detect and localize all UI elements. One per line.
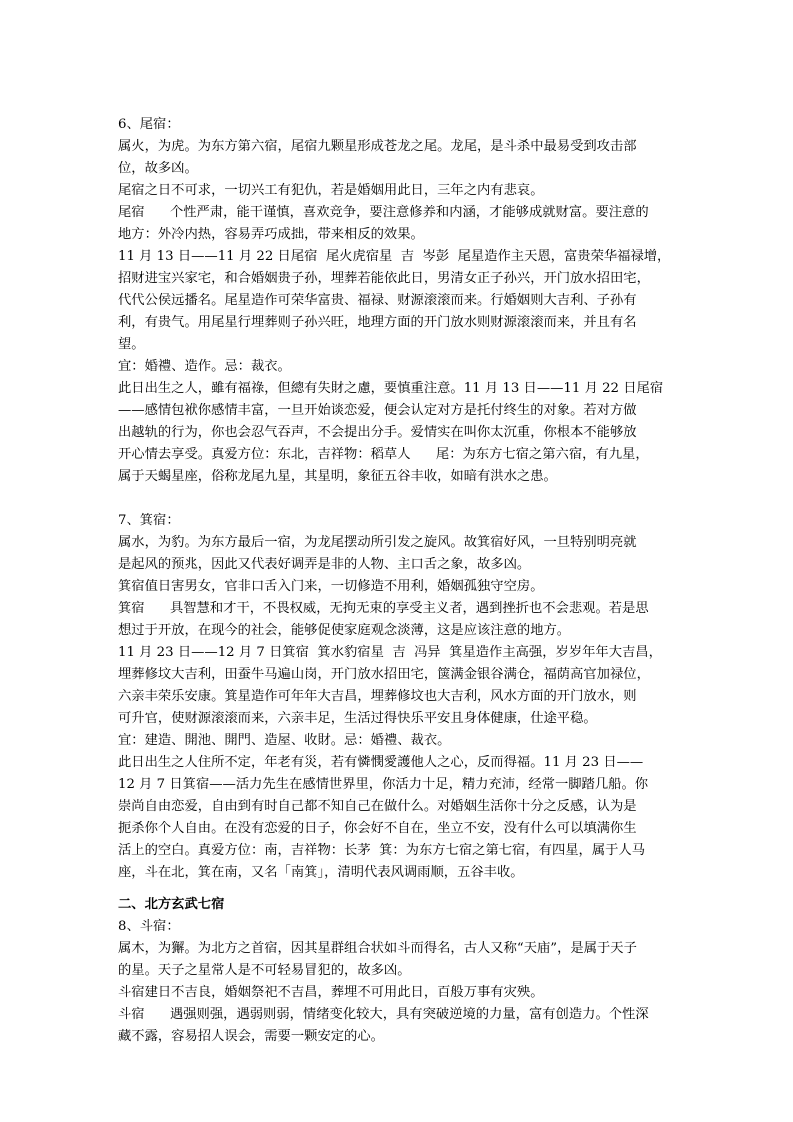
section-heading: 二、北方玄武七宿 bbox=[118, 897, 225, 912]
text-line: 崇尚自由恋爱，自由到有时自己都不知自己在做什么。对婚姻生活你十分之反感，认为是 bbox=[118, 799, 637, 814]
text-line: 箕宿值日害男女，官非口舌入门来，一切修造不用利，婚姻孤独守空房。 bbox=[118, 579, 544, 594]
document-page bbox=[118, 114, 678, 1048]
text-line: 箕宿 具智慧和才干，不畏权威，无拘无束的享受主义者，遇到挫折也不会悲观。若是思 bbox=[118, 601, 649, 616]
section-ji-xiu bbox=[118, 510, 678, 884]
text-line: 斗宿建日不吉良，婚姻祭祀不吉昌，葬埋不可用此日，百般万事有灾殃。 bbox=[118, 985, 544, 1000]
text-line: 望。 bbox=[118, 337, 145, 352]
text-line: 11 月 13 日——11 月 22 日尾宿 尾火虎宿星 吉 岑彭 尾星造作主天恩，富贵荣华福禄增， bbox=[118, 249, 671, 264]
section-north-xuanwu bbox=[118, 894, 678, 1048]
text-line: 宜：婚禮、造作。忌：裁衣。 bbox=[118, 359, 291, 374]
text-line: 斗宿 遇强则强，遇弱则弱，情绪变化较大，具有突破逆境的力量，富有创造力。个性深 bbox=[118, 1007, 649, 1022]
paragraph-gap bbox=[118, 884, 678, 894]
text-line: 代代公侯远播名。尾星造作可荣华富贵、福禄、财源滚滚而来。行婚姻则大吉利、子孙有 bbox=[118, 293, 637, 308]
text-line: 7、箕宿： bbox=[118, 513, 180, 528]
text-line: 属水，为豹。为东方最后一宿，为龙尾摆动所引发之旋风。故箕宿好风，一旦特别明亮就 bbox=[118, 535, 637, 550]
section-wei-xiu bbox=[118, 114, 678, 488]
text-line: 的星。天子之星常人是不可轻易冒犯的，故多凶。 bbox=[118, 963, 411, 978]
text-line: 利，有贵气。用尾星行埋葬则子孙兴旺，地理方面的开门放水则财源滚滚而来，并且有名 bbox=[118, 315, 637, 330]
text-line: 属木，为獬。为北方之首宿，因其星群组合状如斗而得名，古人又称“天庙”，是属于天子 bbox=[118, 941, 637, 956]
text-line: 扼杀你个人自由。在没有恋爱的日子，你会好不自在，坐立不安，没有什么可以填满你生 bbox=[118, 821, 637, 836]
text-line: 此日出生之人住所不定，年老有災，若有憐憫愛護他人之心，反而得福。11 月 23 日—— bbox=[118, 755, 644, 770]
text-line: 11 月 23 日——12 月 7 日箕宿 箕水豹宿星 吉 冯异 箕星造作主高强，岁岁年年大吉昌， bbox=[118, 645, 662, 660]
text-line: 六亲丰荣乐安康。箕星造作可年年大吉昌，埋葬修坟也大吉利，风水方面的开门放水，则 bbox=[118, 689, 637, 704]
text-line: ——感情包袱你感情丰富，一旦开始谈恋爱，便会认定对方是托付终生的对象。若对方做 bbox=[118, 403, 637, 418]
text-line: 地方：外冷内热，容易弄巧成拙，带来相反的效果。 bbox=[118, 227, 424, 242]
text-line: 开心情去享受。真爱方位：东北，吉祥物：稻草人 尾：为东方七宿之第六宿，有九星， bbox=[118, 447, 649, 462]
text-line: 6、尾宿： bbox=[118, 117, 180, 132]
text-line: 属于天蝎星座，俗称龙尾九星，其星明，象征五谷丰收，如暗有洪水之患。 bbox=[118, 469, 557, 484]
text-line: 属火，为虎。为东方第六宿，尾宿九颗星形成苍龙之尾。龙尾，是斗杀中最易受到攻击部 bbox=[118, 139, 637, 154]
text-line: 此日出生之人，雖有福祿，但總有失財之慮，要慎重注意。11 月 13 日——11 月 22 日尾宿 bbox=[118, 381, 664, 396]
text-line: 宜：建造、開池、開門、造屋、收財。忌：婚禮、裁衣。 bbox=[118, 733, 451, 748]
text-line: 尾宿 个性严肃，能干谨慎，喜欢竞争，要注意修养和内涵，才能够成就财富。要注意的 bbox=[118, 205, 649, 220]
text-line: 座，斗在北，箕在南，又名「南箕」，清明代表风调雨顺，五谷丰收。 bbox=[118, 865, 524, 880]
text-line: 想过于开放，在现今的社会，能够促使家庭观念淡薄，这是应该注意的地方。 bbox=[118, 623, 571, 638]
text-line: 出越轨的行为，你也会忍气吞声，不会提出分手。爱情实在叫你太沉重，你根本不能够放 bbox=[118, 425, 637, 440]
text-line: 尾宿之日不可求，一切兴工有犯仇，若是婚姻用此日，三年之内有悲哀。 bbox=[118, 183, 544, 198]
text-line: 12 月 7 日箕宿——活力先生在感情世界里，你活力十足，精力充沛，经常一脚踏几船。你 bbox=[118, 777, 649, 792]
text-line: 可升官，使财源滚滚而来，六亲丰足，生活过得快乐平安且身体健康，仕途平稳。 bbox=[118, 711, 597, 726]
text-line: 位，故多凶。 bbox=[118, 161, 198, 176]
text-line: 藏不露，容易招人误会，需要一颗安定的心。 bbox=[118, 1029, 384, 1044]
text-line: 活上的空白。真爱方位：南，吉祥物：长茅 箕：为东方七宿之第七宿，有四星，属于人马 bbox=[118, 843, 646, 858]
text-line: 是起风的预兆，因此又代表好调弄是非的人物、主口舌之象，故多凶。 bbox=[118, 557, 531, 572]
text-line: 8、斗宿： bbox=[118, 919, 180, 934]
paragraph-gap bbox=[118, 488, 678, 510]
text-line: 招财进宝兴家宅，和合婚姻贵子孙，埋葬若能依此日，男清女正子孙兴，开门放水招田宅， bbox=[118, 271, 650, 286]
text-line: 埋葬修坟大吉利，田蚕牛马遍山岗，开门放水招田宅，箧满金银谷满仓，福荫高官加禄位， bbox=[118, 667, 650, 682]
